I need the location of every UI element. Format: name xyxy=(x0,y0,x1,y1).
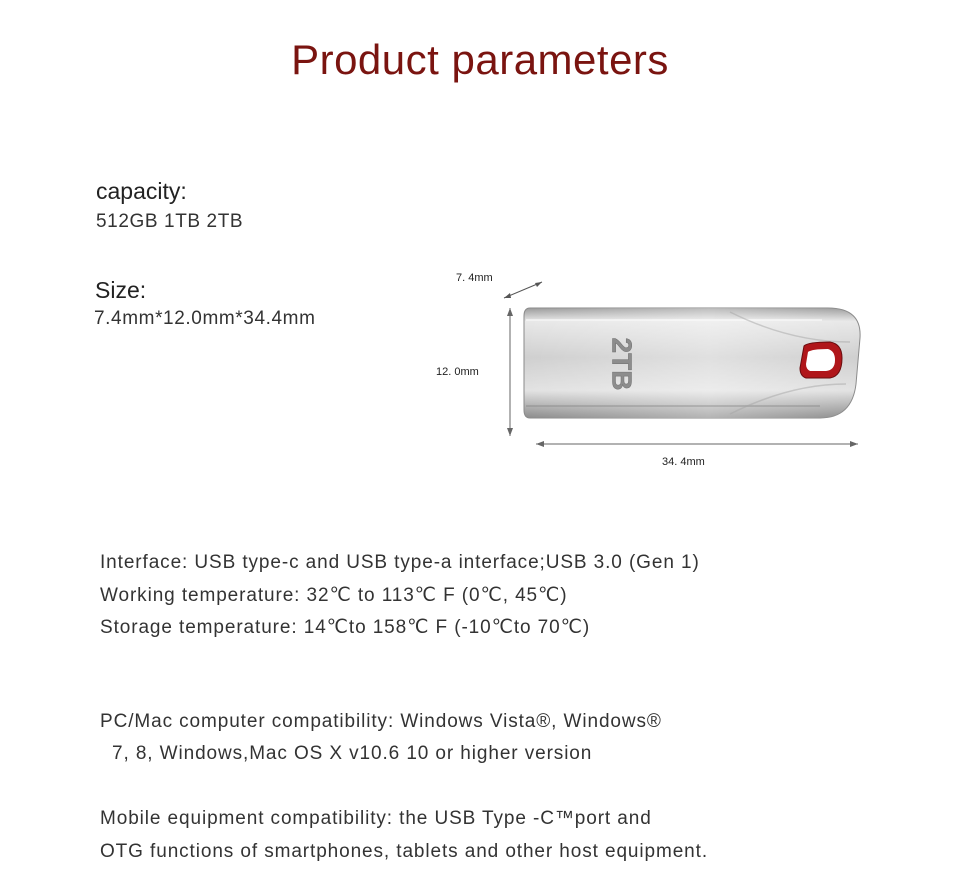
working-temperature-spec: Working temperature: 32℃ to 113℃ F (0℃, 45℃) xyxy=(100,585,568,606)
height-dimension: 12. 0mm xyxy=(436,366,479,378)
capacity-value: 512GB 1TB 2TB xyxy=(96,211,244,232)
height-arrow xyxy=(507,308,513,436)
thickness-dimension: 7. 4mm xyxy=(456,272,493,284)
pc-compatibility-line-2: 7, 8, Windows,Mac OS X v10.6 10 or higher version xyxy=(112,743,593,764)
length-dimension: 34. 4mm xyxy=(662,456,705,468)
page-title: Product parameters xyxy=(291,36,669,83)
size-label: Size: xyxy=(95,277,147,303)
drive-engraving: 2TB xyxy=(606,337,638,391)
interface-spec: Interface: USB type-c and USB type-a interface;USB 3.0 (Gen 1) xyxy=(100,552,700,573)
length-arrow xyxy=(536,441,858,447)
mobile-compatibility-line-2: OTG functions of smartphones, tablets and other host equipment. xyxy=(100,841,709,862)
usb-drive-illustration xyxy=(490,272,880,472)
capacity-label: capacity: xyxy=(96,178,187,204)
mobile-compatibility-line-1: Mobile equipment compatibility: the USB Type -C™port and xyxy=(100,808,652,829)
pc-compatibility-line-1: PC/Mac computer compatibility: Windows Vista®, Windows® xyxy=(100,711,662,732)
storage-temperature-spec: Storage temperature: 14℃to 158℃ F (-10℃to 70℃) xyxy=(100,617,591,638)
size-value: 7.4mm*12.0mm*34.4mm xyxy=(94,308,316,329)
keyring-hole xyxy=(800,342,842,378)
thickness-arrow xyxy=(504,282,542,298)
